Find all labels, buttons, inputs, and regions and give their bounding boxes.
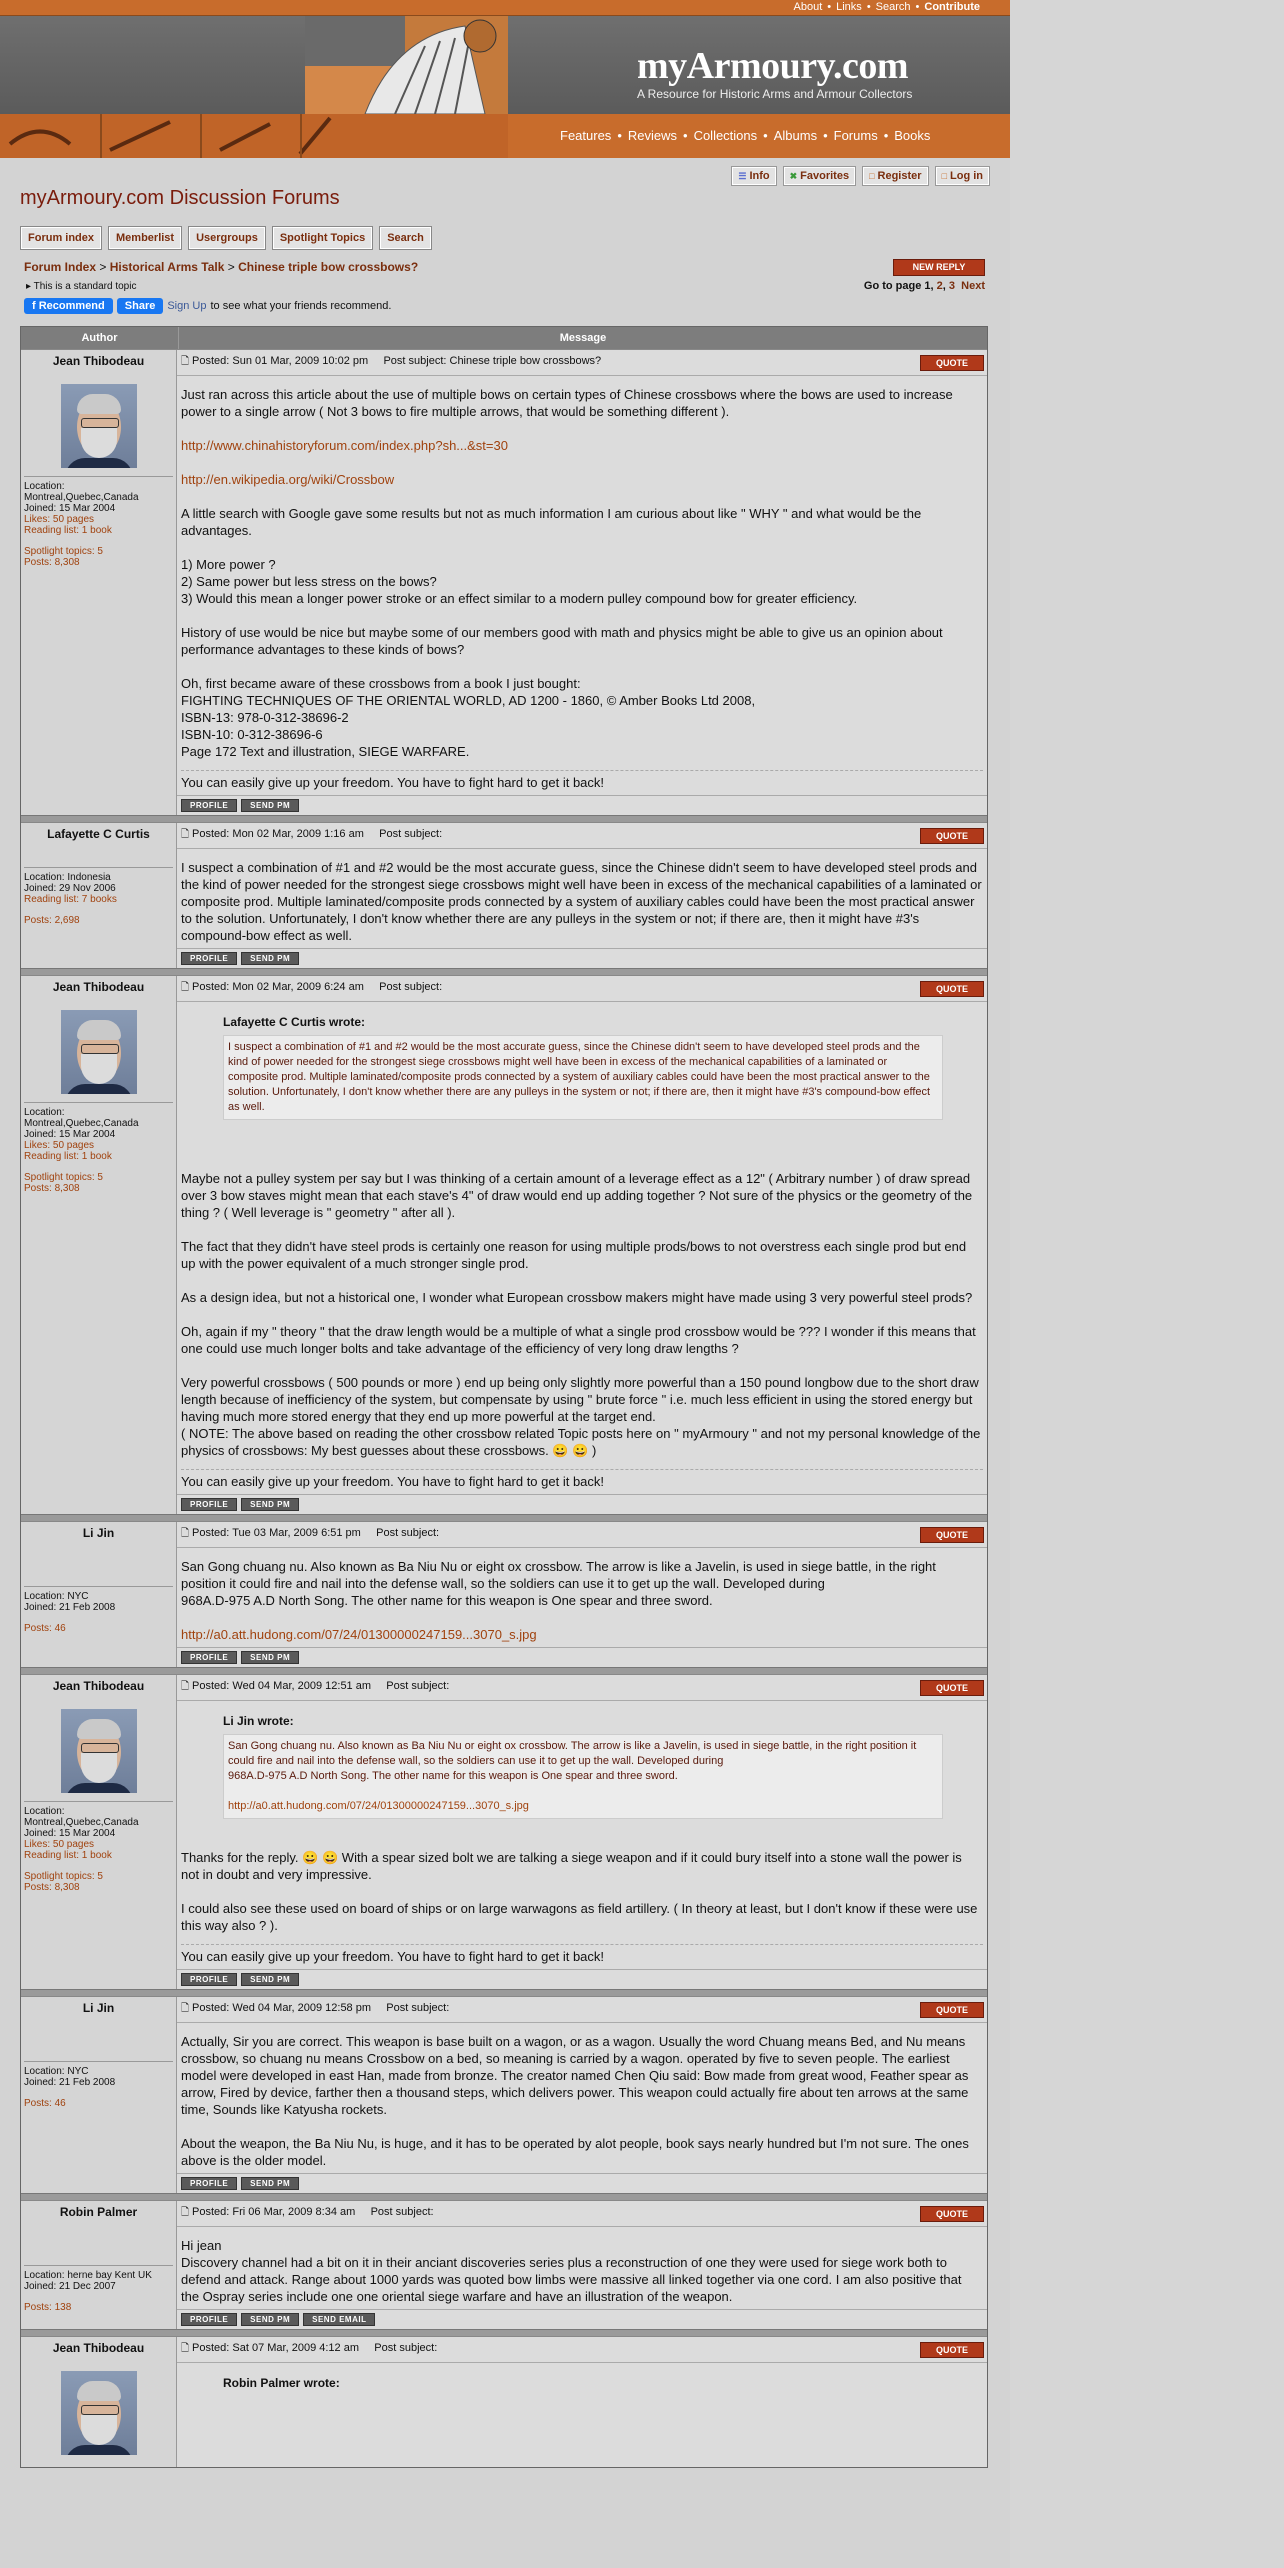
search-button[interactable]: Search [379,226,432,250]
quote-block [223,1713,943,1819]
nav-books[interactable]: Books [894,128,931,143]
spotlight-link[interactable]: Spotlight topics: 5 [24,1871,103,1882]
fb-icon: f [32,300,39,312]
posts-count: Posts: 46 [24,1623,66,1634]
post-date: Posted: Sun 01 Mar, 2009 10:02 pm [192,355,369,367]
send-pm-button[interactable]: SEND PM [241,2313,299,2326]
nav-albums[interactable]: Albums [773,128,818,143]
posts-table [20,326,988,2468]
facebook-row: f Recommend Share Sign Up to see what your friends recommend. [24,298,391,314]
nav-collections[interactable]: Collections [693,128,758,143]
signature: You can easily give up your freedom. You have to fight hard to get it back! [181,1944,983,1965]
avatar [61,1709,137,1793]
profile-button[interactable]: PROFILE [181,1498,237,1511]
forum-index-button[interactable]: Forum index [20,226,102,250]
avatar [61,1010,137,1094]
author-name[interactable]: Jean Thibodeau [52,2341,145,2355]
post-date: Posted: Mon 02 Mar, 2009 1:16 am [192,828,364,840]
fb-signup-link[interactable]: Sign Up [167,300,207,312]
send-pm-button[interactable]: SEND PM [241,1973,299,1986]
page-2-link[interactable]: 2 [936,280,943,292]
post-icon: 🗋 [181,2343,190,2354]
star-icon: ✖ [789,171,798,181]
post-icon: 🗋 [181,829,190,840]
author-name[interactable]: Lafayette C Curtis [47,827,150,841]
quote-author: Lafayette C Curtis wrote: [223,1015,366,1029]
profile-button[interactable]: PROFILE [181,1651,237,1664]
send-pm-button[interactable]: SEND PM [241,1651,299,1664]
quote-author: Robin Palmer wrote: [223,2376,340,2390]
smiley-icon: 😀 [572,1443,589,1458]
top-links-bar: About • Links • Search • Contribute [0,0,1010,16]
reading-list-link[interactable]: Reading list: 7 books [24,894,117,905]
posts-count: Posts: 46 [24,2098,66,2109]
topic-type: ▸ This is a standard topic [26,281,137,292]
post-date: Posted: Tue 03 Mar, 2009 6:51 pm [192,1527,361,1539]
author-name[interactable]: Li Jin [82,2001,115,2015]
breadcrumb: Forum Index > Historical Arms Talk > Chinese triple bow crossbows? [24,260,419,274]
site-tagline: A Resource for Historic Arms and Armour Collectors [637,87,913,101]
post-author-panel: Jean Thibodeau Location: Montreal,Quebec,Canada Joined: 15 Mar 2004 Likes: 50 pages Reading list: 1 book Spotlight topics: 5 Posts: 8,308 [21,350,177,815]
post-link[interactable]: http://a0.att.hudong.com/07/24/01300000247159...3070_s.jpg [228,1800,529,1812]
posts-count: Posts: 2,698 [24,915,80,926]
reading-list-link[interactable]: Reading list: 1 book [24,1850,112,1861]
quote-block [223,1014,943,1120]
send-pm-button[interactable]: SEND PM [241,1498,299,1511]
post-author-panel: Li Jin Location: NYC Joined: 21 Feb 2008 Posts: 46 [21,1997,177,2193]
site-banner [0,16,1010,114]
forum-post: Jean Thibodeau Location: Montreal,Quebec,Canada Joined: 15 Mar 2004 Likes: 50 pages Reading list: 1 book Spotlight topics: 5 Posts: 8,308 🗋 Posted: Wed 04 Mar, 2009 12:51 am Post subject: QUOTE Li Jin wrote: San Gong chuang nu. Also known as Ba Niu Nu or eight ox crossbow. The arrow is like a Javelin, is used in siege battle, in the right position it could fire and nail into the defense wall, so the soldiers can use it to get up the wall. Developed during 968A.D-975 A.D North Song. The other name for this weapon is One spear and three sword. http://a0.att.hudong.com/07/24/01300000247159...3070_s.jpg Thanks for the reply. 😀 😀 With a spear sized bolt we are talking a siege weapon and if it could bury itself into a stone wall the power is not in doubt and very impressive. I could also see these used on board of ships or on large warwagons as field artillery. ( In theory at least, but I don't know if these were use this way also ? ). You can easily give up your freedom. You have to fight hard to get it back! PROFILE SEND PM [21,1674,987,1989]
profile-button[interactable]: PROFILE [181,952,237,965]
send-pm-button[interactable]: SEND PM [241,2177,299,2190]
banner-armour-image [305,16,508,114]
author-name[interactable]: Jean Thibodeau [52,354,145,368]
posts-count: Posts: 8,308 [24,1183,80,1194]
smiley-icon: 😀 [302,1850,319,1865]
post-icon: 🗋 [181,356,190,367]
post-author-panel: Robin Palmer Location: herne bay Kent UK Joined: 21 Dec 2007 Posts: 138 [21,2201,177,2329]
nav-features[interactable]: Features [560,128,612,143]
forum-post: Robin Palmer Location: herne bay Kent UK Joined: 21 Dec 2007 Posts: 138 🗋 Posted: Fri 06 Mar, 2009 8:34 am Post subject: QUOTE Hi jean Discovery channel had a bit on it in their anciant discoveries series plus a reconstruction of one they were used for siege work both to defend and attack. Range about 1000 yards was quoted bow limbs were massive all linked together via one cord. I am also positive that the Ospray series include one one oriental siege warfare and have an illustration of the weapon. PROFILE SEND PM SEND EMAIL [21,2200,987,2329]
forum-post: Li Jin Location: NYC Joined: 21 Feb 2008 Posts: 46 🗋 Posted: Tue 03 Mar, 2009 6:51 pm Post subject: QUOTE San Gong chuang nu. Also known as Ba Niu Nu or eight ox crossbow. The arrow is like a Javelin, is used in siege battle, in the right position it could fire and nail into the defense wall, so the soldiers can use it to get up the wall. Developed during 968A.D-975 A.D North Song. The other name for this weapon is One spear and three sword. http://a0.att.hudong.com/07/24/01300000247159...3070_s.jpg PROFILE SEND PM [21,1521,987,1667]
favorites-button[interactable]: ✖ Favorites [783,166,856,186]
page-title: myArmoury.com Discussion Forums [20,187,340,209]
signature: You can easily give up your freedom. You have to fight hard to get it back! [181,770,983,791]
new-reply-button[interactable] [893,259,985,276]
usergroups-button[interactable]: Usergroups [188,226,266,250]
crumb-topic[interactable]: Chinese triple bow crossbows? [238,260,419,274]
avatar [61,2371,137,2455]
send-pm-button[interactable]: SEND PM [241,952,299,965]
forum-post: Jean Thibodeau Location: Montreal,Quebec,Canada Joined: 15 Mar 2004 Likes: 50 pages Reading list: 1 book Spotlight topics: 5 Posts: 8,308 🗋 Posted: Mon 02 Mar, 2009 6:24 am Post subject: QUOTE Lafayette C Curtis wrote: I suspect a combination of #1 and #2 would be the most accurate guess, since the Chinese didn't seem to have developed steel prods and the kind of power needed for the strongest siege crossbows might well have been in excess of the mechanical capabilities of a laminated or composite prod. Multiple laminated/composite prods connected by a system of auxiliary cables could have been the most practical answer to the solution. Unfortunately, I don't know whether there are any pulleys in the system or not; if there are, then it might have #3's compound-bow effect as well. Maybe not a pulley system per say but I was thinking of a certain amount of a leverage effect as a 12" ( Arbitrary number ) of draw spread over 3 bow staves might mean that each stave's 4" of draw would end up adding together ? Not sure of the physics or the geometry of the thing ? ( Well leverage is " geometry " after all ). The fact that they didn't have steel prods is certainly one reason for using multiple prods/bows to not overstress each single prod but end up with the power equivalent of a much stronger single prod. As a design idea, but not a historical one, I wonder what European crossbow makers might have made using 3 very powerful steel prods? Oh, again if my " theory " that the draw length would be a multiple of what a single prod crossbow would be ??? I wonder if this means that one could use much longer bolts and take advantage of the efficiency of very long draw lengths ? Very powerful crossbows ( 500 pounds or more ) end up being only slightly more powerful than a 150 pound longbow due to the short draw length because of inefficiency of the system, but compensate by using " brute force " i.e. much less efficient in using the stored energy but having much more stored energy that they end up more powerful at the target end. ( NOTE: The above based on reading the other crossbow related Topic posts here on " myArmoury " and not my personal knowledge of the physics of crossbows: My best guesses about these crossbows. 😀 😀 ) You can easily give up your freedom. You have to fight hard to get it back! PROFILE SEND PM [21,975,987,1514]
signature: You can easily give up your freedom. You have to fight hard to get it back! [181,1469,983,1490]
posts-count: Posts: 8,308 [24,557,80,568]
site-logo[interactable]: myArmoury.com [637,45,909,87]
page-3-link[interactable]: 3 [948,280,956,292]
likes-link[interactable]: Likes: 50 pages [24,1839,95,1850]
post-author-panel: Jean Thibodeau Location: Montreal,Quebec,Canada Joined: 15 Mar 2004 Likes: 50 pages Reading list: 1 book Spotlight topics: 5 Posts: 8,308 [21,976,177,1514]
author-name[interactable]: Robin Palmer [59,2205,138,2219]
post-link[interactable]: http://a0.att.hudong.com/07/24/01300000247159...3070_s.jpg [181,1627,537,1642]
reading-list-link[interactable]: Reading list: 1 book [24,1151,112,1162]
info-icon: ☰ [738,171,747,181]
quote-button[interactable]: QUOTE [920,2206,984,2222]
search-link[interactable]: Search [875,1,911,13]
spotlight-topics-button[interactable]: Spotlight Topics [272,226,373,250]
main-nav: Features • Reviews • Collections • Albums • Forums • Books [0,114,1010,158]
post-link[interactable]: http://en.wikipedia.org/wiki/Crossbow [181,472,395,487]
login-icon: □ [941,171,947,181]
author-name[interactable]: Li Jin [82,1526,115,1540]
post-icon: 🗋 [181,2207,190,2218]
send-pm-button[interactable]: SEND PM [241,799,299,812]
info-button[interactable]: ☰ Info [731,166,776,186]
quote-button[interactable]: QUOTE [920,1680,984,1696]
reading-list-link[interactable]: Reading list: 1 book [24,525,112,536]
nav-weapons-image [0,114,508,158]
nav-reviews[interactable]: Reviews [627,128,677,143]
post-date: Posted: Fri 06 Mar, 2009 8:34 am [192,2206,356,2218]
smiley-icon: 😀 [552,1443,569,1458]
new-reply-label: NEW REPLY [912,262,966,272]
about-link[interactable]: About [793,1,823,13]
post-icon: 🗋 [181,1528,190,1539]
crumb-historical-arms[interactable]: Historical Arms Talk [109,260,225,274]
quote-button[interactable]: QUOTE [920,2002,984,2018]
nav-forums[interactable]: Forums [833,128,878,143]
quote-text: San Gong chuang nu. Also known as Ba Niu Nu or eight ox crossbow. The arrow is like a Javelin, is used in siege battle, in the right position it could fire and nail into the defense wall, so the soldiers can use it to get up the wall. Developed during 968A.D-975 A.D North Song. The other name for this weapon is One spear and three sword. http://a0.att.hudong.com/07/24/01300000247159...3070_s.jpg [223,1734,943,1819]
register-button[interactable]: □ Register [862,166,928,186]
post-icon: 🗋 [181,2003,190,2014]
register-icon: □ [869,171,875,181]
post-date: Posted: Wed 04 Mar, 2009 12:58 pm [192,2002,372,2014]
posts-count: Posts: 138 [24,2302,72,2313]
post-date: Posted: Mon 02 Mar, 2009 6:24 am [192,981,364,993]
send-email-button[interactable]: SEND EMAIL [303,2313,375,2326]
post-icon: 🗋 [181,1681,190,1692]
memberlist-button[interactable]: Memberlist [108,226,182,250]
post-author-panel: Jean Thibodeau Location: Montreal,Quebec,Canada Joined: 15 Mar 2004 Likes: 50 pages Reading list: 1 book Spotlight topics: 5 Posts: 8,308 [21,1675,177,1989]
contribute-link[interactable]: Contribute [924,1,980,13]
login-button[interactable]: □ Log in [935,166,990,186]
quote-author: Li Jin wrote: [223,1714,294,1728]
post-author-panel [21,2337,177,2467]
fb-recommend-button[interactable]: f Recommend [24,298,113,314]
quote-block [223,2375,943,2392]
spotlight-link[interactable]: Spotlight topics: 5 [24,546,103,557]
quote-button[interactable]: QUOTE [920,355,984,371]
author-name[interactable]: Jean Thibodeau [52,980,145,994]
post-author-panel: Lafayette C Curtis Location: Indonesia Joined: 29 Nov 2006 Reading list: 7 books Posts: 2,698 [21,823,177,968]
quote-button[interactable]: QUOTE [920,2342,984,2358]
post-author-panel: Li Jin Location: NYC Joined: 21 Feb 2008 Posts: 46 [21,1522,177,1667]
profile-button[interactable]: PROFILE [181,799,237,812]
post-date: Posted: Sat 07 Mar, 2009 4:12 am [192,2342,359,2354]
quote-text: I suspect a combination of #1 and #2 would be the most accurate guess, since the Chinese didn't seem to have developed steel prods and the kind of power needed for the strongest siege crossbows might well have been in excess of the mechanical capabilities of a laminated or composite prod. Multiple laminated/composite prods connected by a system of auxiliary cables could have been the most practical answer to the solution. Unfortunately, I don't know whether there are any pulleys in the system or not; if there are, then it might have #3's compound-bow effect as well. [223,1035,943,1120]
links-link[interactable]: Links [836,1,862,13]
profile-button[interactable]: PROFILE [181,2313,237,2326]
forum-post: Jean Thibodeau Location: Montreal,Quebec,Canada Joined: 15 Mar 2004 Likes: 50 pages Reading list: 1 book Spotlight topics: 5 Posts: 8,308 🗋 Posted: Sun 01 Mar, 2009 10:02 pm Post subject: Chinese triple bow crossbows? QUOTE Just ran across this article about the use of multiple bows on certain types of Chinese crossbows where the bows are used to increase power to a single arrow ( Not 3 bows to fire multiple arrows, that would be something different ). http://www.chinahistoryforum.com/index.php?sh...&st=30 http://en.wikipedia.org/wiki/Crossbow A little search with Google gave some results but not as much information I am curious about like " WHY " and what would be the advantages. 1) More power ? 2) Same power but less stress on the bows? 3) Would this mean a longer power stroke or an effect similar to a modern pulley compound bow for greater efficiency. History of use would be nice but maybe some of our members good with math and physics might be able to give us an opinion about performance advantages to these kinds of bows? Oh, first became aware of these crossbows from a book I just bought: FIGHTING TECHNIQUES OF THE ORIENTAL WORLD, AD 1200 - 1860, © Amber Books Ltd 2008, ISBN-13: 978-0-312-38696-2 ISBN-10: 0-312-38696-6 Page 172 Text and illustration, SIEGE WARFARE. You can easily give up your freedom. You have to fight hard to get it back! PROFILE SEND PM [21,349,987,815]
forum-post: Lafayette C Curtis Location: Indonesia Joined: 29 Nov 2006 Reading list: 7 books Posts: 2,698 🗋 Posted: Mon 02 Mar, 2009 1:16 am Post subject: QUOTE I suspect a combination of #1 and #2 would be the most accurate guess, since the Chinese didn't seem to have developed steel prods and the kind of power needed for the strongest siege crossbows might well have been in excess of the mechanical capabilities of a laminated or composite prod. Multiple laminated/composite prods connected by a system of auxiliary cables could have been the most practical answer to the solution. Unfortunately, I don't know whether there are any pulleys in the system or not; if there are, then it might have #3's compound-bow effect as well. PROFILE SEND PM [21,822,987,968]
author-name[interactable]: Jean Thibodeau [52,1679,145,1693]
profile-button[interactable]: PROFILE [181,2177,237,2190]
fb-share-button[interactable]: Share [117,298,164,314]
spotlight-link[interactable]: Spotlight topics: 5 [24,1172,103,1183]
quote-button[interactable]: QUOTE [920,1527,984,1543]
pagination: Go to page 1, 2, 3 Next [863,280,985,292]
crumb-forum-index[interactable]: Forum Index [24,260,97,274]
forum-post: Li Jin Location: NYC Joined: 21 Feb 2008 Posts: 46 🗋 Posted: Wed 04 Mar, 2009 12:58 pm Post subject: QUOTE Actually, Sir you are correct. This weapon is base built on a wagon, or as a wagon. Usually the word Chuang means Bed, and Nu means crossbow, so chuang nu means Crossbow on a bed, so meaning is carried by a wagon. operated by five to seven people. The earliest model were developed in east Han, made from bronze. The creator named Chen Qiu said: Bow made from great wood, Feather spear as arrow, Fired by device, farther then a thousand steps, which delivers power. This weapon could actually fire about ten arrows at the same time, Sounds like Katyusha rockets. About the weapon, the Ba Niu Nu, is huge, and it has to be operated by alot people, book says nearly hundred but I'm not sure. The ones above is the older model. PROFILE SEND PM [21,1996,987,2193]
post-icon: 🗋 [181,982,190,993]
smiley-icon: 😀 [321,1850,339,1865]
likes-link[interactable]: Likes: 50 pages [24,1140,95,1151]
quote-button[interactable]: QUOTE [920,981,984,997]
author-column-header: Author [21,327,179,349]
message-column-header: Message [559,332,607,344]
post-link[interactable]: http://www.chinahistoryforum.com/index.php?sh...&st=30 [181,438,508,453]
bullet-icon: ▸ [26,281,34,292]
forum-post: Jean Thibodeau 🗋 Posted: Sat 07 Mar, 2009 4:12 am Post subject: QUOTE Robin Palmer wrote: [21,2336,987,2467]
avatar [61,384,137,468]
profile-button[interactable]: PROFILE [181,1973,237,1986]
likes-link[interactable]: Likes: 50 pages [24,514,95,525]
quote-button[interactable]: QUOTE [920,828,984,844]
posts-count: Posts: 8,308 [24,1882,80,1893]
next-page-link[interactable]: Next [961,280,985,292]
post-date: Posted: Wed 04 Mar, 2009 12:51 am [192,1680,372,1692]
post-subject: Chinese triple bow crossbows? [449,355,602,367]
